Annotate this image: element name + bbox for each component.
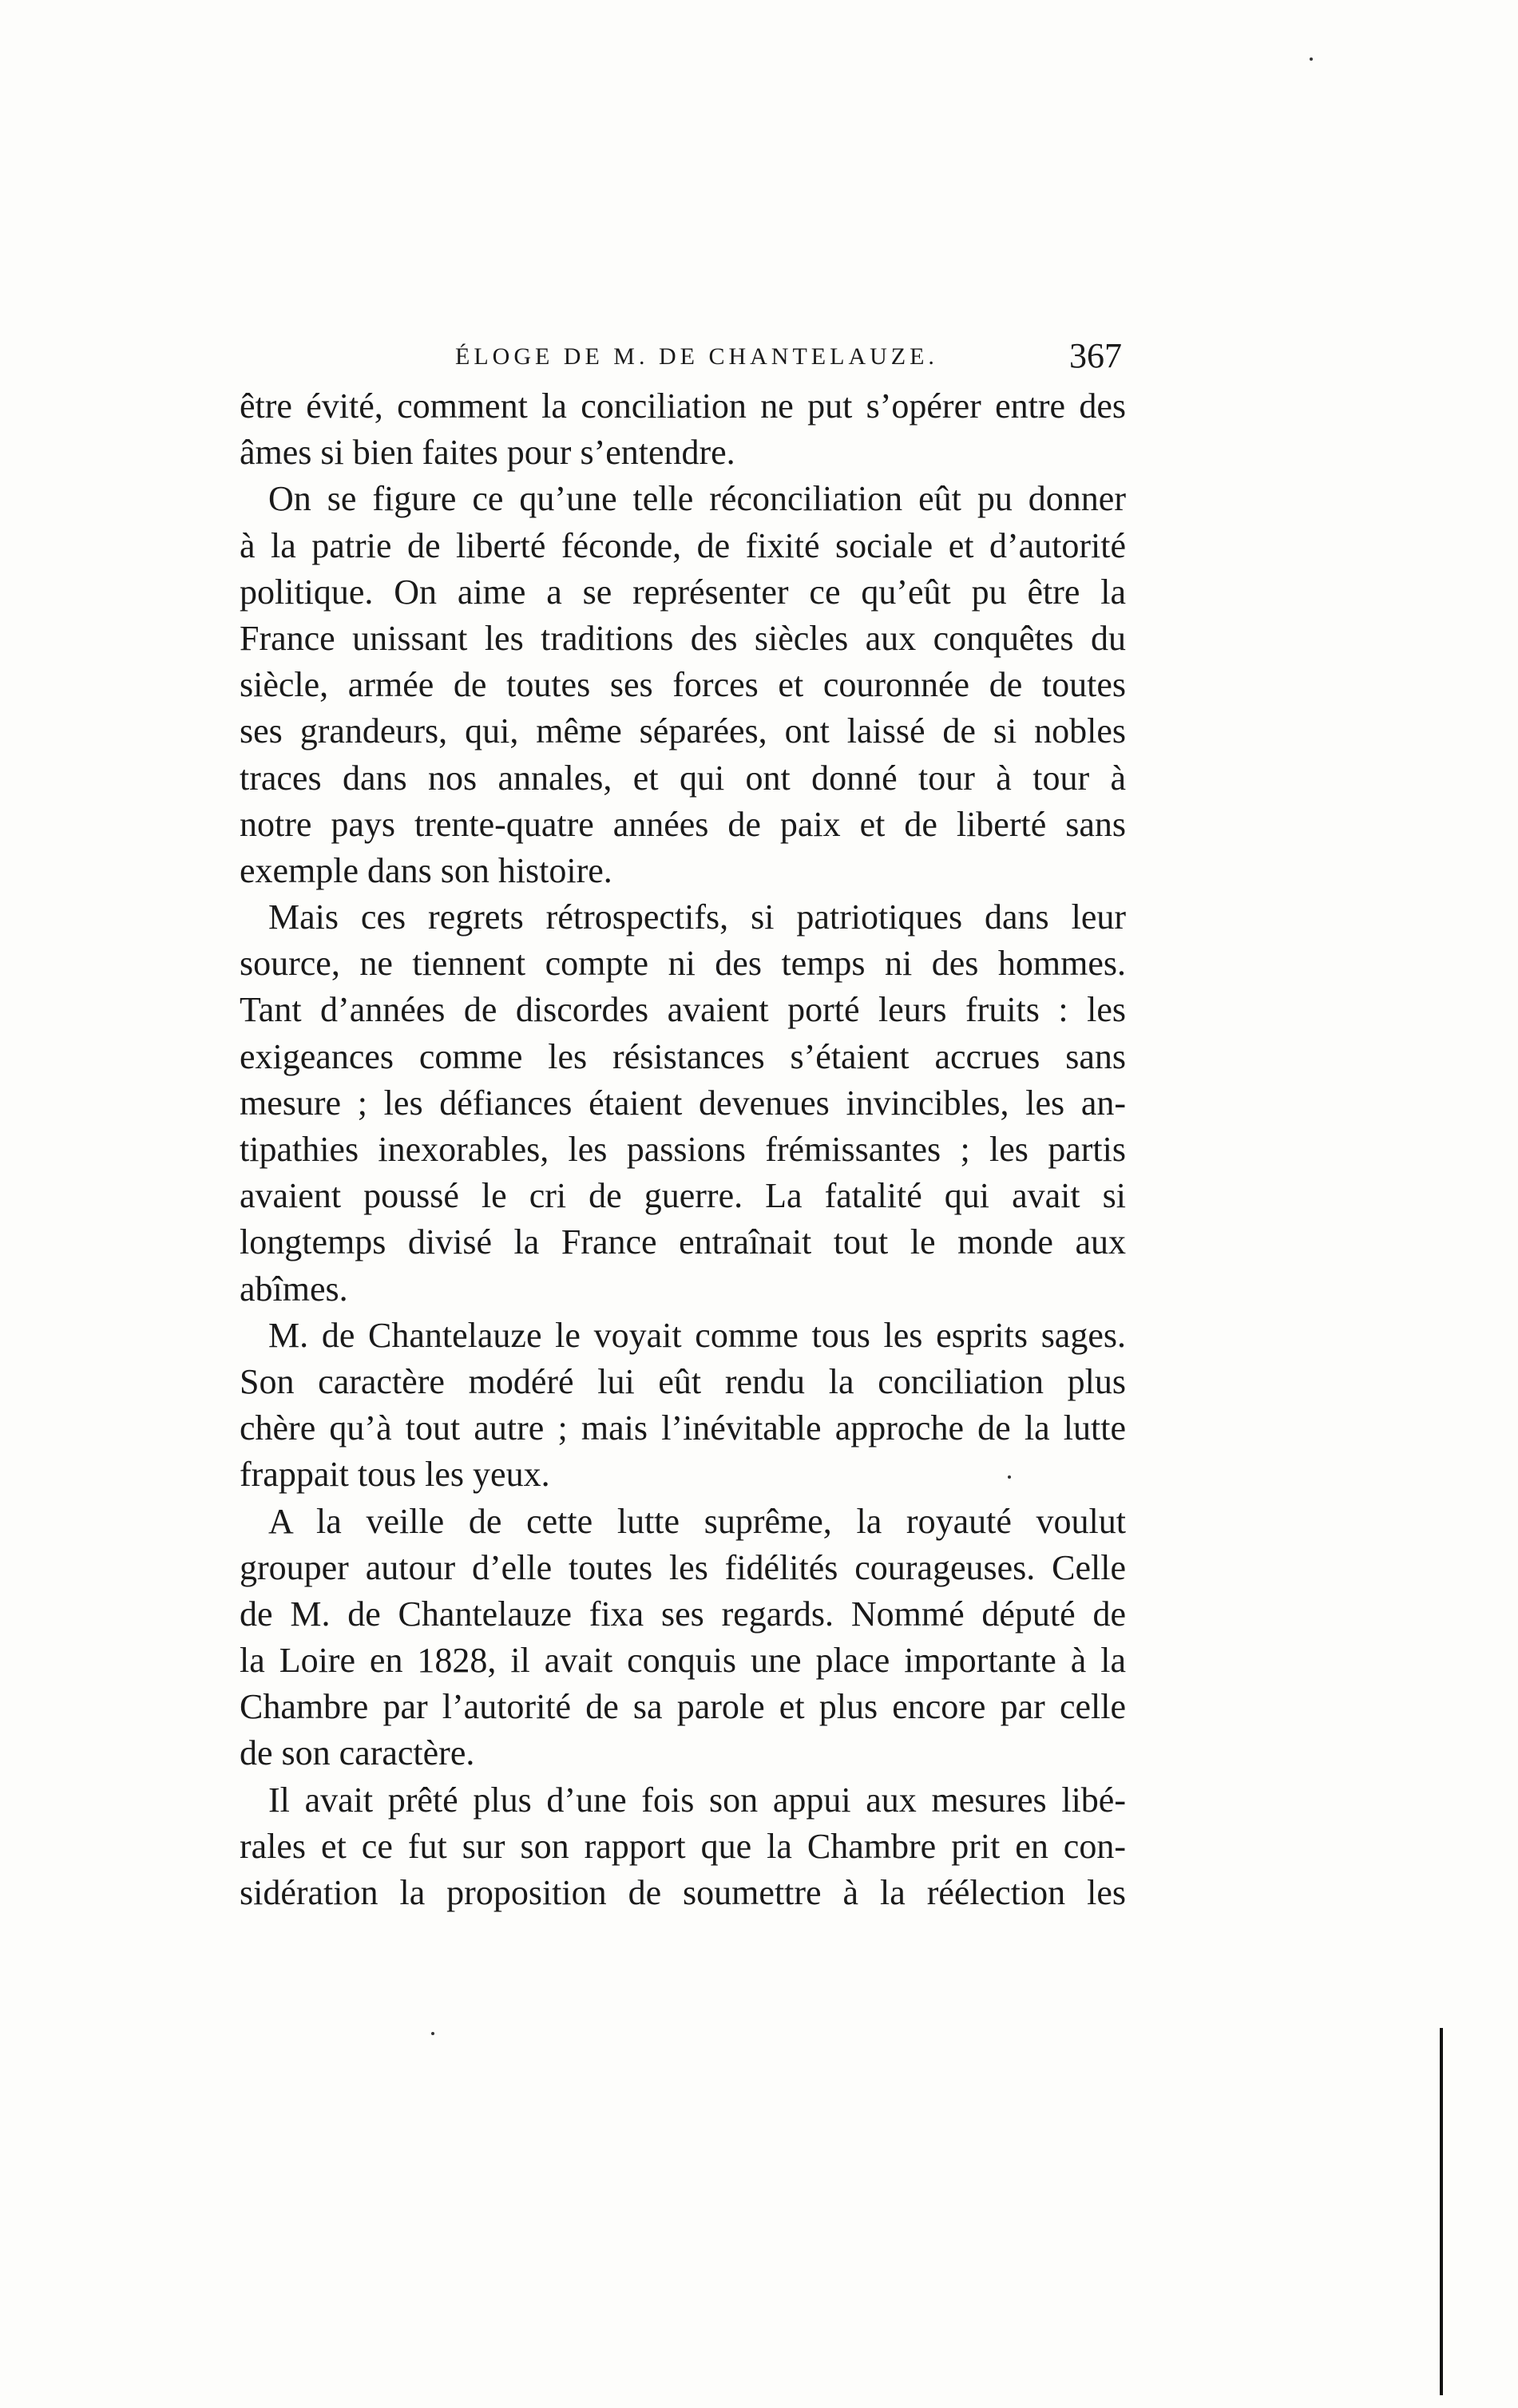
text-line: siècle, armée de toutes ses forces et couronnée de toutes bbox=[240, 665, 1126, 705]
scan-speck bbox=[1008, 1475, 1011, 1479]
text-line: longtemps divisé la France entraînait tout le monde aux bbox=[240, 1222, 1126, 1262]
text-line: de son caractère. bbox=[240, 1733, 475, 1773]
text-line: Tant d’années de discordes avaient porté leurs fruits : les bbox=[240, 990, 1126, 1030]
text-line: la Loire en 1828, il avait conquis une place importante à la bbox=[240, 1641, 1126, 1681]
text-line: A la veille de cette lutte suprême, la royauté voulut bbox=[268, 1501, 1126, 1541]
text-line: traces dans nos annales, et qui ont donné tour à tour à bbox=[240, 758, 1126, 798]
text-line: exigeances comme les résistances s’étaient accrues sans bbox=[240, 1036, 1126, 1076]
scan-margin-rule bbox=[1440, 2028, 1443, 2395]
text-line: ses grandeurs, qui, même séparées, ont laissé de si nobles bbox=[240, 711, 1126, 751]
text-line: exemple dans son histoire. bbox=[240, 850, 612, 890]
body-text bbox=[240, 383, 1126, 1916]
text-line: M. de Chantelauze le voyait comme tous les esprits sages. bbox=[268, 1315, 1126, 1355]
text-line: source, ne tiennent compte ni des temps ni des hommes. bbox=[240, 944, 1126, 984]
text-line: être évité, comment la conciliation ne put s’opérer entre des bbox=[240, 386, 1126, 426]
text-line: sidération la proposition de soumettre à la réélection les bbox=[240, 1873, 1126, 1912]
scan-speck bbox=[1310, 57, 1313, 61]
text-line: grouper autour d’elle toutes les fidélités courageuses. Celle bbox=[240, 1547, 1126, 1587]
text-line: On se figure ce qu’une telle réconciliation eût pu donner bbox=[268, 479, 1126, 519]
text-line: chère qu’à tout autre ; mais l’inévitable approche de la lutte bbox=[240, 1408, 1126, 1448]
page-number: 367 bbox=[1069, 336, 1122, 375]
text-line: notre pays trente-quatre années de paix et de liberté sans bbox=[240, 804, 1126, 844]
text-line: âmes si bien faites pour s’entendre. bbox=[240, 433, 735, 473]
running-head bbox=[240, 335, 1122, 383]
text-line: Son caractère modéré lui eût rendu la conciliation plus bbox=[240, 1361, 1126, 1401]
text-line: Chambre par l’autorité de sa parole et plus encore par celle bbox=[240, 1687, 1126, 1727]
text-line: à la patrie de liberté féconde, de fixité sociale et d’autorité bbox=[240, 525, 1126, 565]
scan-speck bbox=[431, 2032, 434, 2035]
text-line: abîmes. bbox=[240, 1269, 348, 1309]
text-line: de M. de Chantelauze fixa ses regards. Nommé député de bbox=[240, 1594, 1126, 1634]
text-line: tipathies inexorables, les passions frémissantes ; les partis bbox=[240, 1130, 1126, 1169]
text-line: Mais ces regrets rétrospectifs, si patriotiques dans leur bbox=[268, 897, 1126, 937]
text-line: France unissant les traditions des siècles aux conquêtes du bbox=[240, 618, 1126, 658]
text-line: rales et ce fut sur son rapport que la Chambre prit en con- bbox=[240, 1826, 1126, 1866]
text-line: politique. On aime a se représenter ce qu’eût pu être la bbox=[240, 572, 1126, 612]
running-title: ÉLOGE DE M. DE CHANTELAUZE. bbox=[455, 343, 938, 370]
text-line: avaient poussé le cri de guerre. La fatalité qui avait si bbox=[240, 1176, 1126, 1216]
text-line: frappait tous les yeux. bbox=[240, 1455, 550, 1495]
text-line: mesure ; les défiances étaient devenues invincibles, les an- bbox=[240, 1083, 1126, 1123]
text-line: Il avait prêté plus d’une fois son appui aux mesures libé- bbox=[268, 1780, 1126, 1820]
